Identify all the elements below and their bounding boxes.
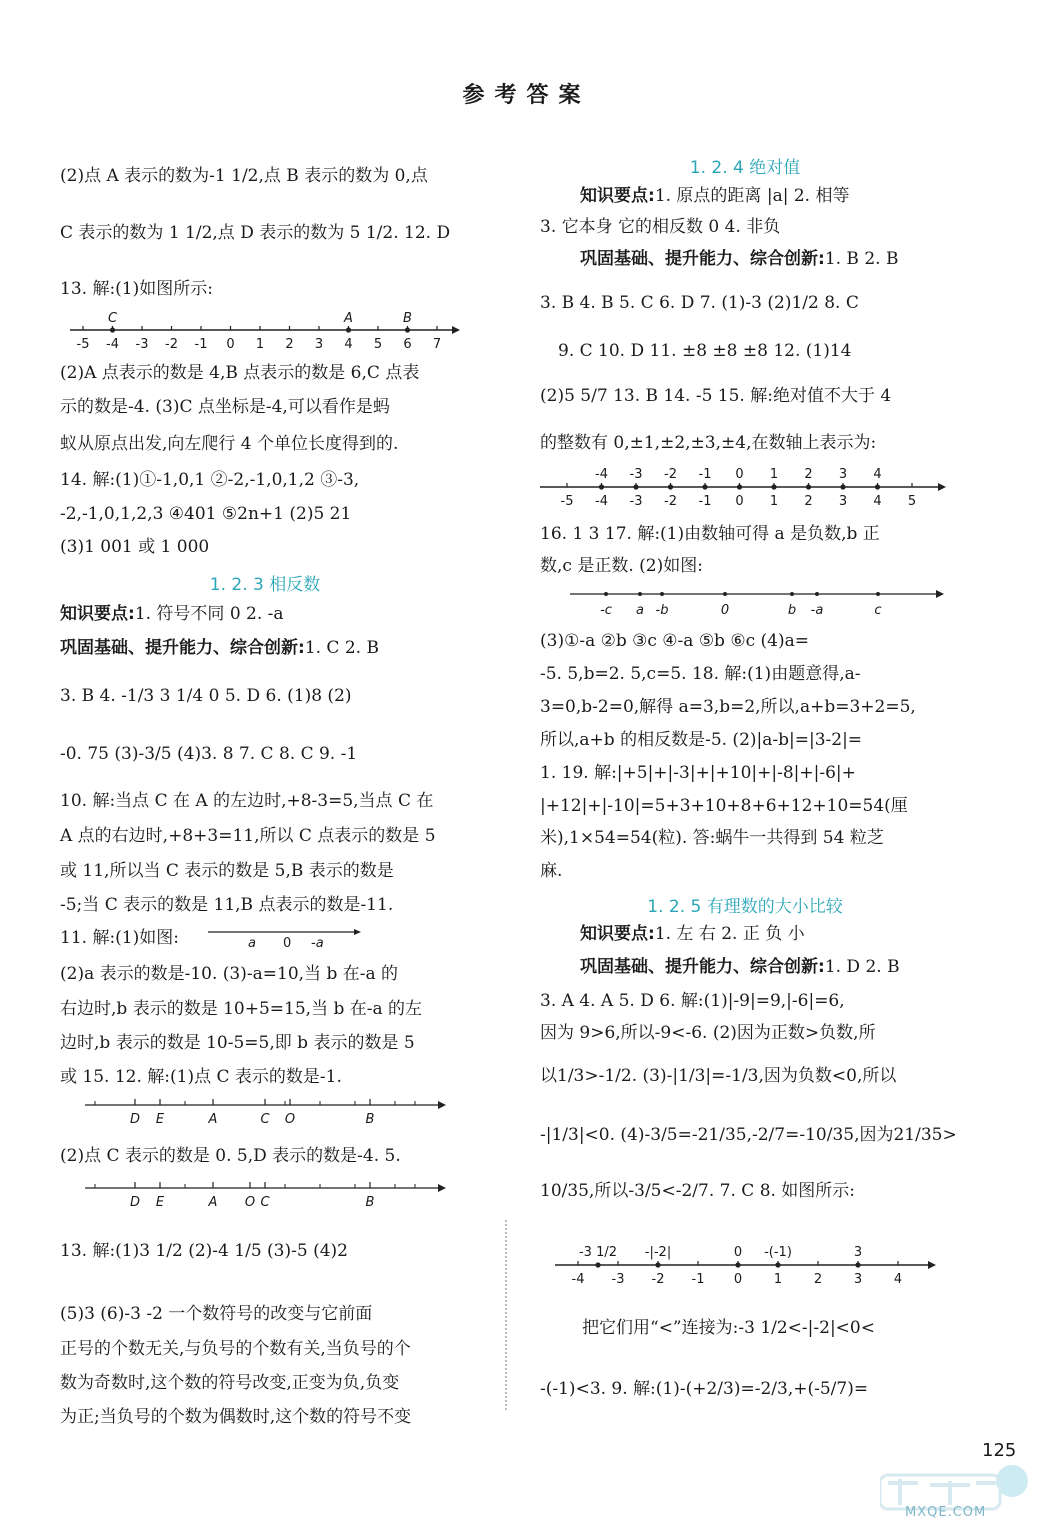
point-label: -c xyxy=(600,603,612,618)
point-label: a xyxy=(636,603,644,618)
knowledge-text: 1. 原点的距离 |a| 2. 相等 xyxy=(654,186,850,206)
knowledge-line xyxy=(580,185,849,207)
answer-line: -0. 75 (3)-3/5 (4)3. 8 7. C 8. C 9. -1 xyxy=(60,744,358,764)
number-line-7 xyxy=(555,1233,955,1293)
point-label: 2 xyxy=(804,467,813,482)
point-label: C xyxy=(260,1195,270,1210)
section-heading: 1. 2. 4 绝对值 xyxy=(689,158,801,178)
tick-label: 2 xyxy=(804,494,813,509)
point-label: 0 xyxy=(735,467,744,482)
point-label: 0 xyxy=(733,1245,743,1260)
answer-line: (3)①-a ②b ③c ④-a ⑤b ⑥c (4)a= xyxy=(540,631,809,651)
number-line-1 xyxy=(60,308,460,356)
tick-label: -4 xyxy=(595,494,608,509)
answer-line: 11. 解:(1)如图: xyxy=(60,928,179,948)
point-label: C xyxy=(107,311,118,326)
point-label: -b xyxy=(655,603,669,618)
point xyxy=(855,1262,860,1267)
answer-line: -|1/3|<0. (4)-3/5=-21/35,-2/7=-10/35,因为21/35> xyxy=(540,1125,957,1145)
point-label: 1 xyxy=(769,467,779,482)
answer-line: -2,-1,0,1,2,3 ④401 ⑤2n+1 (2)5 21 xyxy=(60,504,352,524)
knowledge-label: 知识要点: xyxy=(580,924,655,944)
tick-label: -1 xyxy=(698,494,712,509)
tick-label: 0 xyxy=(735,494,744,509)
number-line-3 xyxy=(85,1095,455,1135)
tick-label: 2 xyxy=(285,337,294,352)
point-label: D xyxy=(129,1112,141,1127)
tick-label: 5 xyxy=(373,337,383,352)
point xyxy=(638,592,642,596)
answer-line: -(-1)<3. 9. 解:(1)-(+2/3)=-2/3,+(-5/7)= xyxy=(540,1379,869,1399)
answer-line: A 点的右边时,+8+3=11,所以 C 点表示的数是 5 xyxy=(60,826,436,846)
point-label: B xyxy=(365,1195,375,1210)
answer-line: 3. A 4. A 5. D 6. 解:(1)|-9|=9,|-6|=6, xyxy=(540,991,845,1011)
section-heading: 1. 2. 3 相反数 xyxy=(209,575,321,595)
number-line-5 xyxy=(540,455,950,515)
number-line-2 xyxy=(208,920,368,950)
answer-line: 麻. xyxy=(540,861,563,881)
point xyxy=(875,484,880,489)
point-label: b xyxy=(787,603,797,618)
practice-text: 1. C 2. B xyxy=(304,638,379,658)
answer-line: 米),1×54=54(粒). 答:蜗牛一共得到 54 粒芝 xyxy=(540,828,884,848)
answer-line: 边时,b 表示的数是 10-5=5,即 b 表示的数是 5 xyxy=(60,1033,415,1053)
point-label: 3 xyxy=(838,467,848,482)
point-label: -2 xyxy=(664,467,677,482)
point-label: 4 xyxy=(873,467,882,482)
point-label: A xyxy=(208,1112,218,1127)
point-label: -4 xyxy=(595,467,608,482)
tick-label: 0 xyxy=(733,1272,743,1287)
point xyxy=(702,484,707,489)
point-label: C xyxy=(260,1112,270,1127)
point-label: B xyxy=(403,311,412,326)
point-label: B xyxy=(365,1112,375,1127)
point-label: E xyxy=(155,1195,165,1210)
tick-label: 3 xyxy=(838,494,848,509)
knowledge-line xyxy=(580,923,805,945)
page-title: 参考答案 xyxy=(462,83,591,108)
tick-label: -3 xyxy=(611,1272,625,1287)
answer-line: 或 15. 12. 解:(1)点 C 表示的数是-1. xyxy=(60,1067,342,1087)
point-label: D xyxy=(129,1195,141,1210)
tick-label: 1 xyxy=(773,1272,783,1287)
point-label: -1 xyxy=(698,467,712,482)
practice-label: 巩固基础、提升能力、综合创新: xyxy=(60,638,305,658)
point-C xyxy=(110,327,115,332)
knowledge-label: 知识要点: xyxy=(60,604,135,624)
point-label: E xyxy=(155,1112,165,1127)
answer-line: 3. 它本身 它的相反数 0 4. 非负 xyxy=(540,217,781,237)
answer-line: 数为奇数时,这个数的符号改变,正变为负,负变 xyxy=(60,1373,400,1393)
answer-line: 为正;当负号的个数为偶数时,这个数的符号不变 xyxy=(60,1407,412,1427)
answer-line: 10/35,所以-3/5<-2/7. 7. C 8. 如图所示: xyxy=(540,1181,856,1201)
point xyxy=(876,592,880,596)
knowledge-line xyxy=(60,603,284,625)
answer-line: 所以,a+b 的相反数是-5. (2)|a-b|=|3-2|= xyxy=(540,730,863,750)
answer-line: -5. 5,b=2. 5,c=5. 18. 解:(1)由题意得,a- xyxy=(540,664,861,684)
point xyxy=(771,484,776,489)
answer-line: 因为 9>6,所以-9<-6. (2)因为正数>负数,所 xyxy=(540,1023,876,1043)
knowledge-text: 1. 左 右 2. 正 负 小 xyxy=(654,924,805,944)
answer-line: 14. 解:(1)①-1,0,1 ②-2,-1,0,1,2 ③-3, xyxy=(60,470,360,490)
tick-label: 7 xyxy=(432,337,442,352)
tick-label: 1 xyxy=(769,494,779,509)
tick-label: -1 xyxy=(691,1272,705,1287)
tick-label: -5 xyxy=(76,337,90,352)
answer-line: 把它们用“<”连接为:-3 1/2<-|-2|<0< xyxy=(582,1318,875,1338)
point xyxy=(840,484,845,489)
practice-text: 1. D 2. B xyxy=(824,957,900,977)
point-A xyxy=(346,327,351,332)
tick-label: -4 xyxy=(106,337,119,352)
tick-label: -2 xyxy=(664,494,677,509)
point-label: -3 1/2 xyxy=(578,1245,618,1260)
answer-line: (2)A 点表示的数是 4,B 点表示的数是 6,C 点表 xyxy=(60,363,420,383)
nl2-label: a xyxy=(248,936,256,951)
knowledge-text: 1. 符号不同 0 2. -a xyxy=(134,604,284,624)
tick-label: 4 xyxy=(893,1272,903,1287)
answer-line: 3. B 4. -1/3 3 1/4 0 5. D 6. (1)8 (2) xyxy=(60,686,352,706)
point xyxy=(660,592,664,596)
point xyxy=(723,592,727,596)
answer-line: (5)3 (6)-3 -2 一个数符号的改变与它前面 xyxy=(60,1304,373,1324)
answer-line: 3. B 4. B 5. C 6. D 7. (1)-3 (2)1/2 8. C xyxy=(540,293,859,313)
tick-label: -4 xyxy=(571,1272,585,1287)
point xyxy=(806,484,811,489)
point-B xyxy=(405,327,410,332)
point xyxy=(735,1262,740,1267)
point xyxy=(790,592,794,596)
tick-label: 2 xyxy=(813,1272,823,1287)
answer-line: 1. 19. 解:|+5|+|-3|+|+10|+|-8|+|-6|+ xyxy=(540,763,856,783)
tick-label: 4 xyxy=(344,337,353,352)
section-heading: 1. 2. 5 有理数的大小比较 xyxy=(647,897,843,917)
practice-label: 巩固基础、提升能力、综合创新: xyxy=(580,249,825,269)
practice-line xyxy=(580,248,898,270)
answer-line: 或 11,所以当 C 表示的数是 5,B 表示的数是 xyxy=(60,861,394,881)
tick-label: -1 xyxy=(194,337,208,352)
answer-line: C 表示的数为 1 1/2,点 D 表示的数为 5 1/2. 12. D xyxy=(60,223,451,243)
answer-line: 10. 解:当点 C 在 A 的左边时,+8-3=5,当点 C 在 xyxy=(60,791,434,811)
tick-label: 6 xyxy=(403,337,412,352)
tick-label: -3 xyxy=(135,337,149,352)
tick-label: 1 xyxy=(255,337,265,352)
page-number: 125 xyxy=(982,1440,1017,1461)
practice-label: 巩固基础、提升能力、综合创新: xyxy=(580,957,825,977)
nl2-label: 0 xyxy=(283,936,292,951)
point-label: c xyxy=(874,603,882,618)
answer-line: (2)点 A 表示的数为-1 1/2,点 B 表示的数为 0,点 xyxy=(60,166,428,186)
number-line-6 xyxy=(570,583,950,623)
answer-line: 正号的个数无关,与负号的个数有关,当负号的个 xyxy=(60,1339,411,1359)
answer-line: (2)点 C 表示的数是 0. 5,D 表示的数是-4. 5. xyxy=(60,1146,401,1166)
column-divider xyxy=(505,1220,507,1410)
point-label: A xyxy=(344,311,353,326)
answer-line: |+12|+|-10|=5+3+10+8+6+12+10=54(厘 xyxy=(540,796,908,816)
knowledge-label: 知识要点: xyxy=(580,186,655,206)
point xyxy=(775,1262,780,1267)
point-label: 3 xyxy=(853,1245,863,1260)
answer-line: 16. 1 3 17. 解:(1)由数轴可得 a 是负数,b 正 xyxy=(540,524,880,544)
tick-label: -2 xyxy=(651,1272,665,1287)
point xyxy=(595,1262,600,1267)
watermark-text: MXQE.COM xyxy=(905,1505,987,1520)
point-label: -|-2| xyxy=(644,1245,672,1260)
nl2-label: -a xyxy=(311,936,324,951)
tick-label: 3 xyxy=(853,1272,863,1287)
practice-line xyxy=(60,637,379,659)
point-label: -3 xyxy=(629,467,643,482)
point-label: O xyxy=(284,1112,296,1127)
point xyxy=(815,592,819,596)
answer-line: 13. 解:(1)如图所示: xyxy=(60,279,213,299)
point xyxy=(655,1262,660,1267)
tick-label: 3 xyxy=(314,337,324,352)
tick-label: 4 xyxy=(873,494,882,509)
tick-label: 5 xyxy=(907,494,917,509)
answer-line: 13. 解:(1)3 1/2 (2)-4 1/5 (3)-5 (4)2 xyxy=(60,1241,348,1261)
number-line-4 xyxy=(85,1178,455,1218)
point-label: -(-1) xyxy=(764,1245,792,1260)
answer-line: 以1/3>-1/2. (3)-|1/3|=-1/3,因为负数<0,所以 xyxy=(540,1066,897,1086)
point xyxy=(737,484,742,489)
answer-line: 示的数是-4. (3)C 点坐标是-4,可以看作是蚂 xyxy=(60,397,390,417)
answer-line: (2)a 表示的数是-10. (3)-a=10,当 b 在-a 的 xyxy=(60,964,399,984)
answer-line: 3=0,b-2=0,解得 a=3,b=2,所以,a+b=3+2=5, xyxy=(540,697,916,717)
answer-line: 数,c 是正数. (2)如图: xyxy=(540,556,703,576)
point xyxy=(668,484,673,489)
answer-line: (2)5 5/7 13. B 14. -5 15. 解:绝对值不大于 4 xyxy=(540,386,892,406)
practice-line xyxy=(580,956,900,978)
point-label: O xyxy=(244,1195,256,1210)
tick-label: -5 xyxy=(560,494,574,509)
answer-line: 右边时,b 表示的数是 10+5=15,当 b 在-a 的左 xyxy=(60,999,423,1019)
tick-label: 0 xyxy=(226,337,235,352)
point-label: 0 xyxy=(720,603,730,618)
point-label: A xyxy=(208,1195,218,1210)
point xyxy=(604,592,608,596)
answer-line: -5;当 C 表示的数是 11,B 点表示的数是-11. xyxy=(60,895,394,915)
point xyxy=(633,484,638,489)
answer-line: 9. C 10. D 11. ±8 ±8 ±8 12. (1)14 xyxy=(558,341,852,361)
tick-label: -2 xyxy=(165,337,178,352)
answer-line: (3)1 001 或 1 000 xyxy=(60,537,210,557)
practice-text: 1. B 2. B xyxy=(824,249,899,269)
answer-line: 的整数有 0,±1,±2,±3,±4,在数轴上表示为: xyxy=(540,433,877,453)
point-label: -a xyxy=(810,603,824,618)
tick-label: -3 xyxy=(629,494,643,509)
answer-line: 蚁从原点出发,向左爬行 4 个单位长度得到的. xyxy=(60,434,399,454)
point xyxy=(599,484,604,489)
